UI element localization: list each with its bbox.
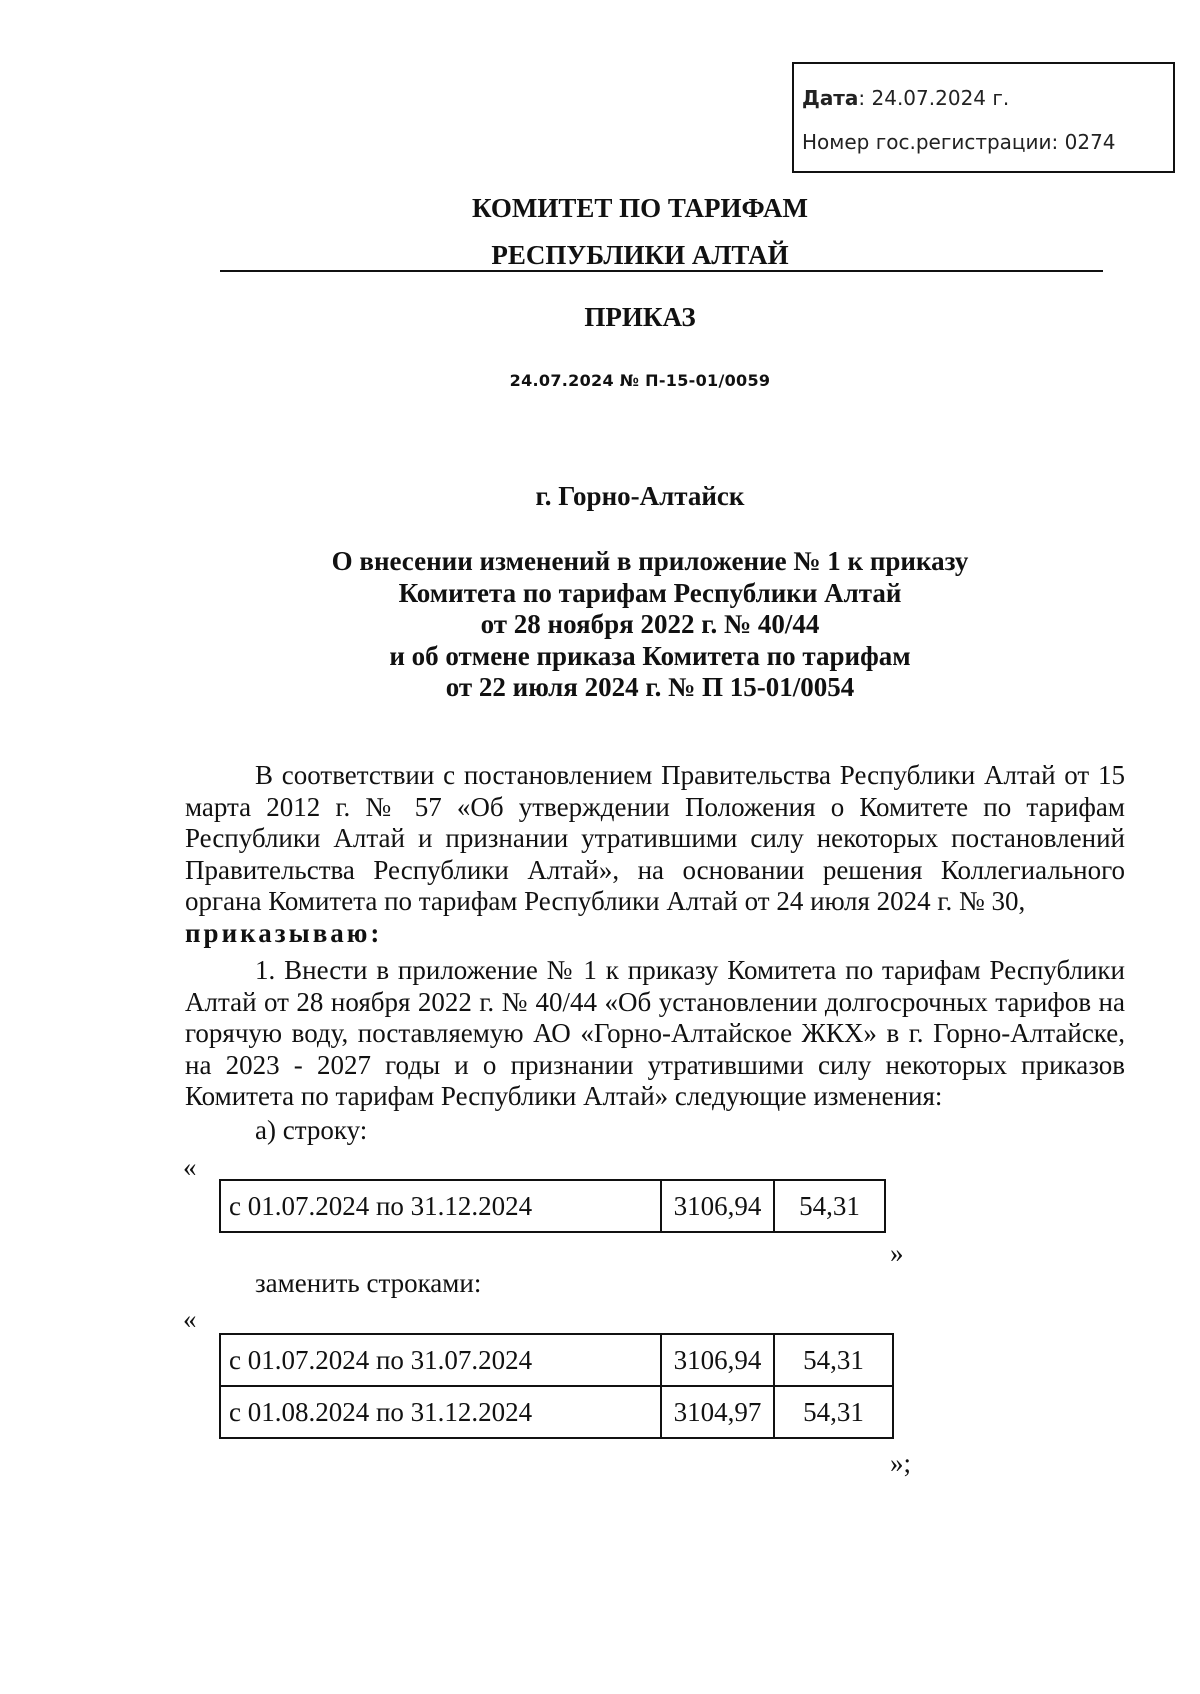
stamp-date-value: : 24.07.2024 г. [858,86,1010,110]
subject-line: от 22 июля 2024 г. № П 15-01/0054 [445,672,855,702]
registration-stamp [792,62,1175,173]
document-city: г. Горно-Алтайск [535,481,745,511]
item-a-label: а) строку: [255,1115,368,1145]
stamp-reg-value: : 0274 [1051,130,1116,154]
subject-line: О внесении изменений в приложение № 1 к приказу [331,546,969,576]
table-row [220,1386,893,1438]
period-cell: с 01.08.2024 по 31.12.2024 [220,1386,661,1438]
org-name-line2: РЕСПУБЛИКИ АЛТАЙ [491,240,789,270]
stamp-date-label: Дата [802,86,859,110]
close-quote-semicolon: »; [890,1448,912,1478]
table-row [220,1334,893,1386]
stamp-date-row [802,86,1009,110]
tariff-value-cell: 3106,94 [661,1334,774,1386]
subject-line: и об отмене приказа Комитета по тарифам [389,640,911,671]
period-cell: с 01.07.2024 по 31.07.2024 [220,1334,661,1386]
close-quote: » [890,1238,904,1268]
open-quote: « [183,1152,197,1182]
open-quote: « [183,1304,197,1334]
period-cell: с 01.07.2024 по 31.12.2024 [220,1180,661,1232]
org-name-line1: КОМИТЕТ ПО ТАРИФАМ [471,193,809,223]
item1-paragraph: 1. Внести в приложение № 1 к приказу Комитета по тарифам Республики Алтай от 28 ноября 2022 г. № 40/44 «Об установлении долгосрочных тарифов на горячую воду, поставляемую АО «Горно-Алтайское ЖКХ» в г. Горно-Алтайске, на 2023 - 2027 годы и о признании утратившими силу некоторых приказов Комитета по тарифам Республики Алтай» следующие изменения: [185,955,1125,1111]
order-word: приказываю: [185,917,383,948]
stamp-reg-row [802,130,1116,154]
preamble-text: В соответствии с постановлением Правительства Республики Алтай от 15 марта 2012 г. № 57 «Об утверждении Положения о Комитете по тарифам Республики Алтай и признании утратившими силу некоторых постановлений Правительства Республики Алтай», на основании решения Коллегиального органа Комитета по тарифам Республики Алтай от 24 июля 2024 г. № 30, [185,760,1125,916]
new-tariff-table [219,1333,894,1439]
tariff-value-cell: 54,31 [774,1334,893,1386]
tariff-value-cell: 3104,97 [661,1386,774,1438]
tariff-value-cell: 54,31 [774,1386,893,1438]
old-tariff-table [219,1179,886,1233]
preamble-paragraph [185,760,1125,949]
tariff-value-cell: 3106,94 [661,1180,774,1232]
document-subject [0,546,1200,704]
header-divider [220,270,1103,272]
document-type-title: ПРИКАЗ [584,302,696,332]
tariff-value-cell: 54,31 [774,1180,885,1232]
document-number: 24.07.2024 № П-15-01/0059 [509,371,771,390]
subject-line: от 28 ноября 2022 г. № 40/44 [480,609,820,639]
replace-with-label: заменить строками: [255,1268,482,1298]
subject-line: Комитета по тарифам Республики Алтай [398,577,902,608]
table-row [220,1180,885,1232]
stamp-reg-label: Номер гос.регистрации [802,130,1052,154]
